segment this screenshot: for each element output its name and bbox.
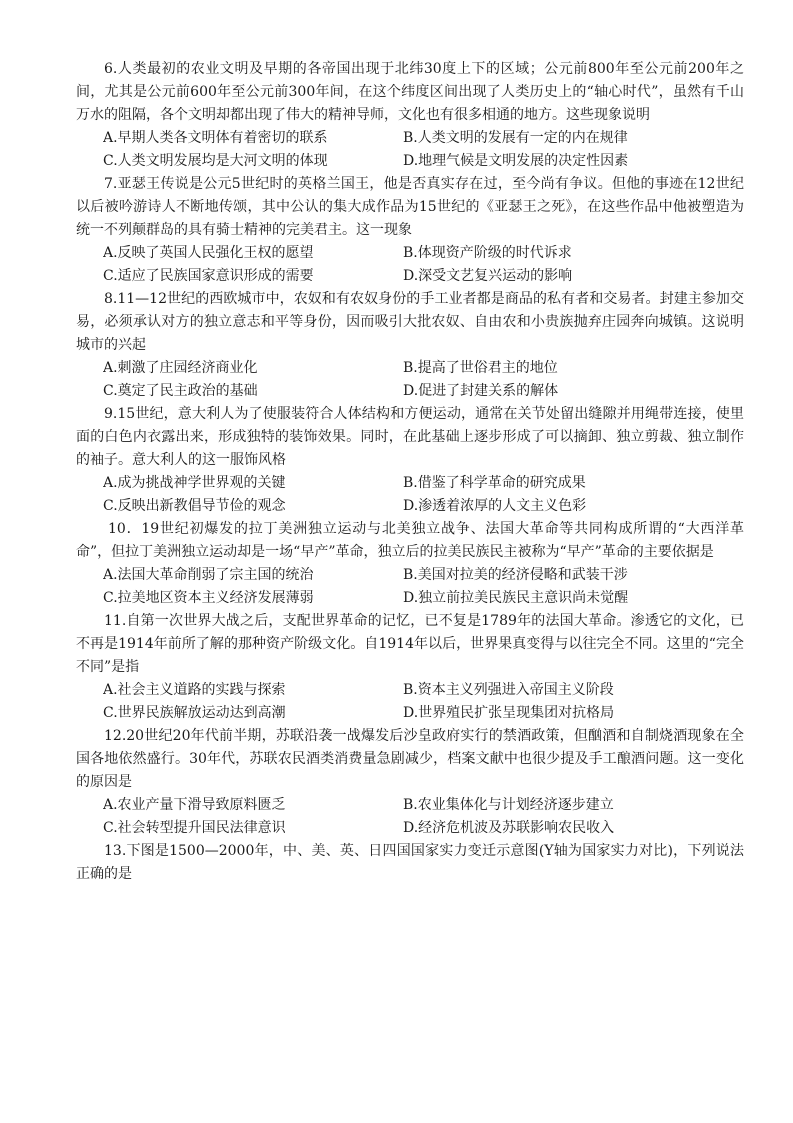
question-stem: 10．19世纪初爆发的拉丁美洲独立运动与北美独立战争、法国大革命等共同构成所谓的“大西洋革命”，但拉丁美洲独立运动却是一场“早产”革命，独立后的拉美民族民主被称为“早产”革命的主要依据是 — [76, 521, 744, 560]
question-list — [76, 58, 744, 886]
question-stem: 12.20世纪20年代前半期，苏联沿袭一战爆发后沙皇政府实行的禁酒政策，但酗酒和自制烧酒现象在全国各地依然盛行。30年代，苏联农民酒类消费量急剧减少，档案文献中也很少提及手工酿酒问题。这一变化的原因是 — [76, 728, 744, 790]
question-9 — [76, 403, 744, 518]
option-c[interactable]: C.适应了民族国家意识形成的需要 — [103, 268, 314, 284]
option-a[interactable]: A.反映了英国人民强化王权的愿望 — [103, 245, 314, 261]
option-c[interactable]: C.社会转型提升国民法律意识 — [103, 820, 286, 836]
option-a[interactable]: A.社会主义道路的实践与探索 — [103, 682, 286, 698]
question-stem: 8.11—12世纪的西欧城市中，农奴和有农奴身份的手工业者都是商品的私有者和交易者。封建主参加交易，必须承认对方的独立意志和平等身份，因而吸引大批农奴、自由农和小贵族抛弃庄园奔向城镇。这说明城市的兴起 — [76, 291, 744, 353]
option-grid — [76, 472, 744, 518]
option-c[interactable]: C.奠定了民主政治的基础 — [103, 383, 258, 399]
option-c[interactable]: C.拉美地区资本主义经济发展薄弱 — [103, 590, 314, 606]
question-12 — [76, 725, 744, 840]
option-c[interactable]: C.反映出新教倡导节俭的观念 — [103, 498, 286, 514]
question-7 — [76, 173, 744, 288]
question-stem: 7.亚瑟王传说是公元5世纪时的英格兰国王，他是否真实存在过，至今尚有争议。但他的事迹在12世纪以后被吟游诗人不断地传颂，其中公认的集大成作品为15世纪的《亚瑟王之死》，在这些作品中他被塑造为统一不列颠群岛的具有骑士精神的完美君主。这一现象 — [76, 176, 744, 238]
option-a[interactable]: A.法国大革命削弱了宗主国的统治 — [103, 567, 314, 583]
option-d[interactable]: D.地理气候是文明发展的决定性因素 — [403, 153, 629, 169]
option-d[interactable]: D.促进了封建关系的解体 — [403, 383, 559, 399]
question-stem: 6.人类最初的农业文明及早期的各帝国出现于北纬30度上下的区域；公元前800年至公元前200年之间，尤其是公元前600年至公元前300年间，在这个纬度区间出现了人类历史上的“轴心时代”，虽然有千山万水的阻隔，各个文明却都出现了伟大的精神导师，文化也有很多相通的地方。这些现象说明 — [76, 61, 744, 123]
question-6 — [76, 58, 744, 173]
option-d[interactable]: D.渗透着浓厚的人文主义色彩 — [403, 498, 587, 514]
question-11 — [76, 610, 744, 725]
option-a[interactable]: A.成为挑战神学世界观的关键 — [103, 475, 286, 491]
option-b[interactable]: B.农业集体化与计划经济逐步建立 — [403, 797, 614, 813]
option-b[interactable]: B.资本主义列强进入帝国主义阶段 — [403, 682, 614, 698]
option-grid — [76, 242, 744, 288]
option-a[interactable]: A.早期人类各文明体有着密切的联系 — [103, 130, 328, 146]
question-10 — [76, 518, 744, 610]
question-stem: 9.15世纪，意大利人为了使服装符合人体结构和方便运动，通常在关节处留出缝隙并用绳带连接，使里面的白色内衣露出来，形成独特的装饰效果。同时，在此基础上逐步形成了可以摘卸、独立剪裁、独立制作的袖子。意大利人的这一服饰风格 — [76, 406, 744, 468]
option-d[interactable]: D.经济危机波及苏联影响农民收入 — [403, 820, 615, 836]
option-b[interactable]: B.美国对拉美的经济侵略和武装干涉 — [403, 567, 628, 583]
question-stem: 13.下图是1500—2000年，中、美、英、日四国国家实力变迁示意图(Y轴为国家实力对比)，下列说法正确的是 — [76, 843, 744, 882]
option-a[interactable]: A.农业产量下滑导致原料匮乏 — [103, 797, 286, 813]
option-grid — [76, 679, 744, 725]
option-b[interactable]: B.体现资产阶级的时代诉求 — [403, 245, 572, 261]
question-13 — [76, 840, 744, 886]
option-b[interactable]: B.提高了世俗君主的地位 — [403, 360, 558, 376]
question-8 — [76, 288, 744, 403]
option-d[interactable]: D.深受文艺复兴运动的影响 — [403, 268, 573, 284]
option-grid — [76, 127, 744, 173]
option-d[interactable]: D.世界殖民扩张呈现集团对抗格局 — [403, 705, 615, 721]
option-grid — [76, 794, 744, 840]
question-stem: 11.自第一次世界大战之后，支配世界革命的记忆，已不复是1789年的法国大革命。渗透它的文化，已不再是1914年前所了解的那种资产阶级文化。自1914年以后，世界果真变得与以往完全不同。这里的“完全不同”是指 — [76, 613, 744, 675]
option-b[interactable]: B.借鉴了科学革命的研究成果 — [403, 475, 586, 491]
option-b[interactable]: B.人类文明的发展有一定的内在规律 — [403, 130, 628, 146]
option-d[interactable]: D.独立前拉美民族民主意识尚未觉醒 — [403, 590, 629, 606]
option-a[interactable]: A.刺激了庄园经济商业化 — [103, 360, 258, 376]
option-c[interactable]: C.世界民族解放运动达到高潮 — [103, 705, 286, 721]
option-grid — [76, 357, 744, 403]
option-grid — [76, 564, 744, 610]
option-c[interactable]: C.人类文明发展均是大河文明的体现 — [103, 153, 328, 169]
